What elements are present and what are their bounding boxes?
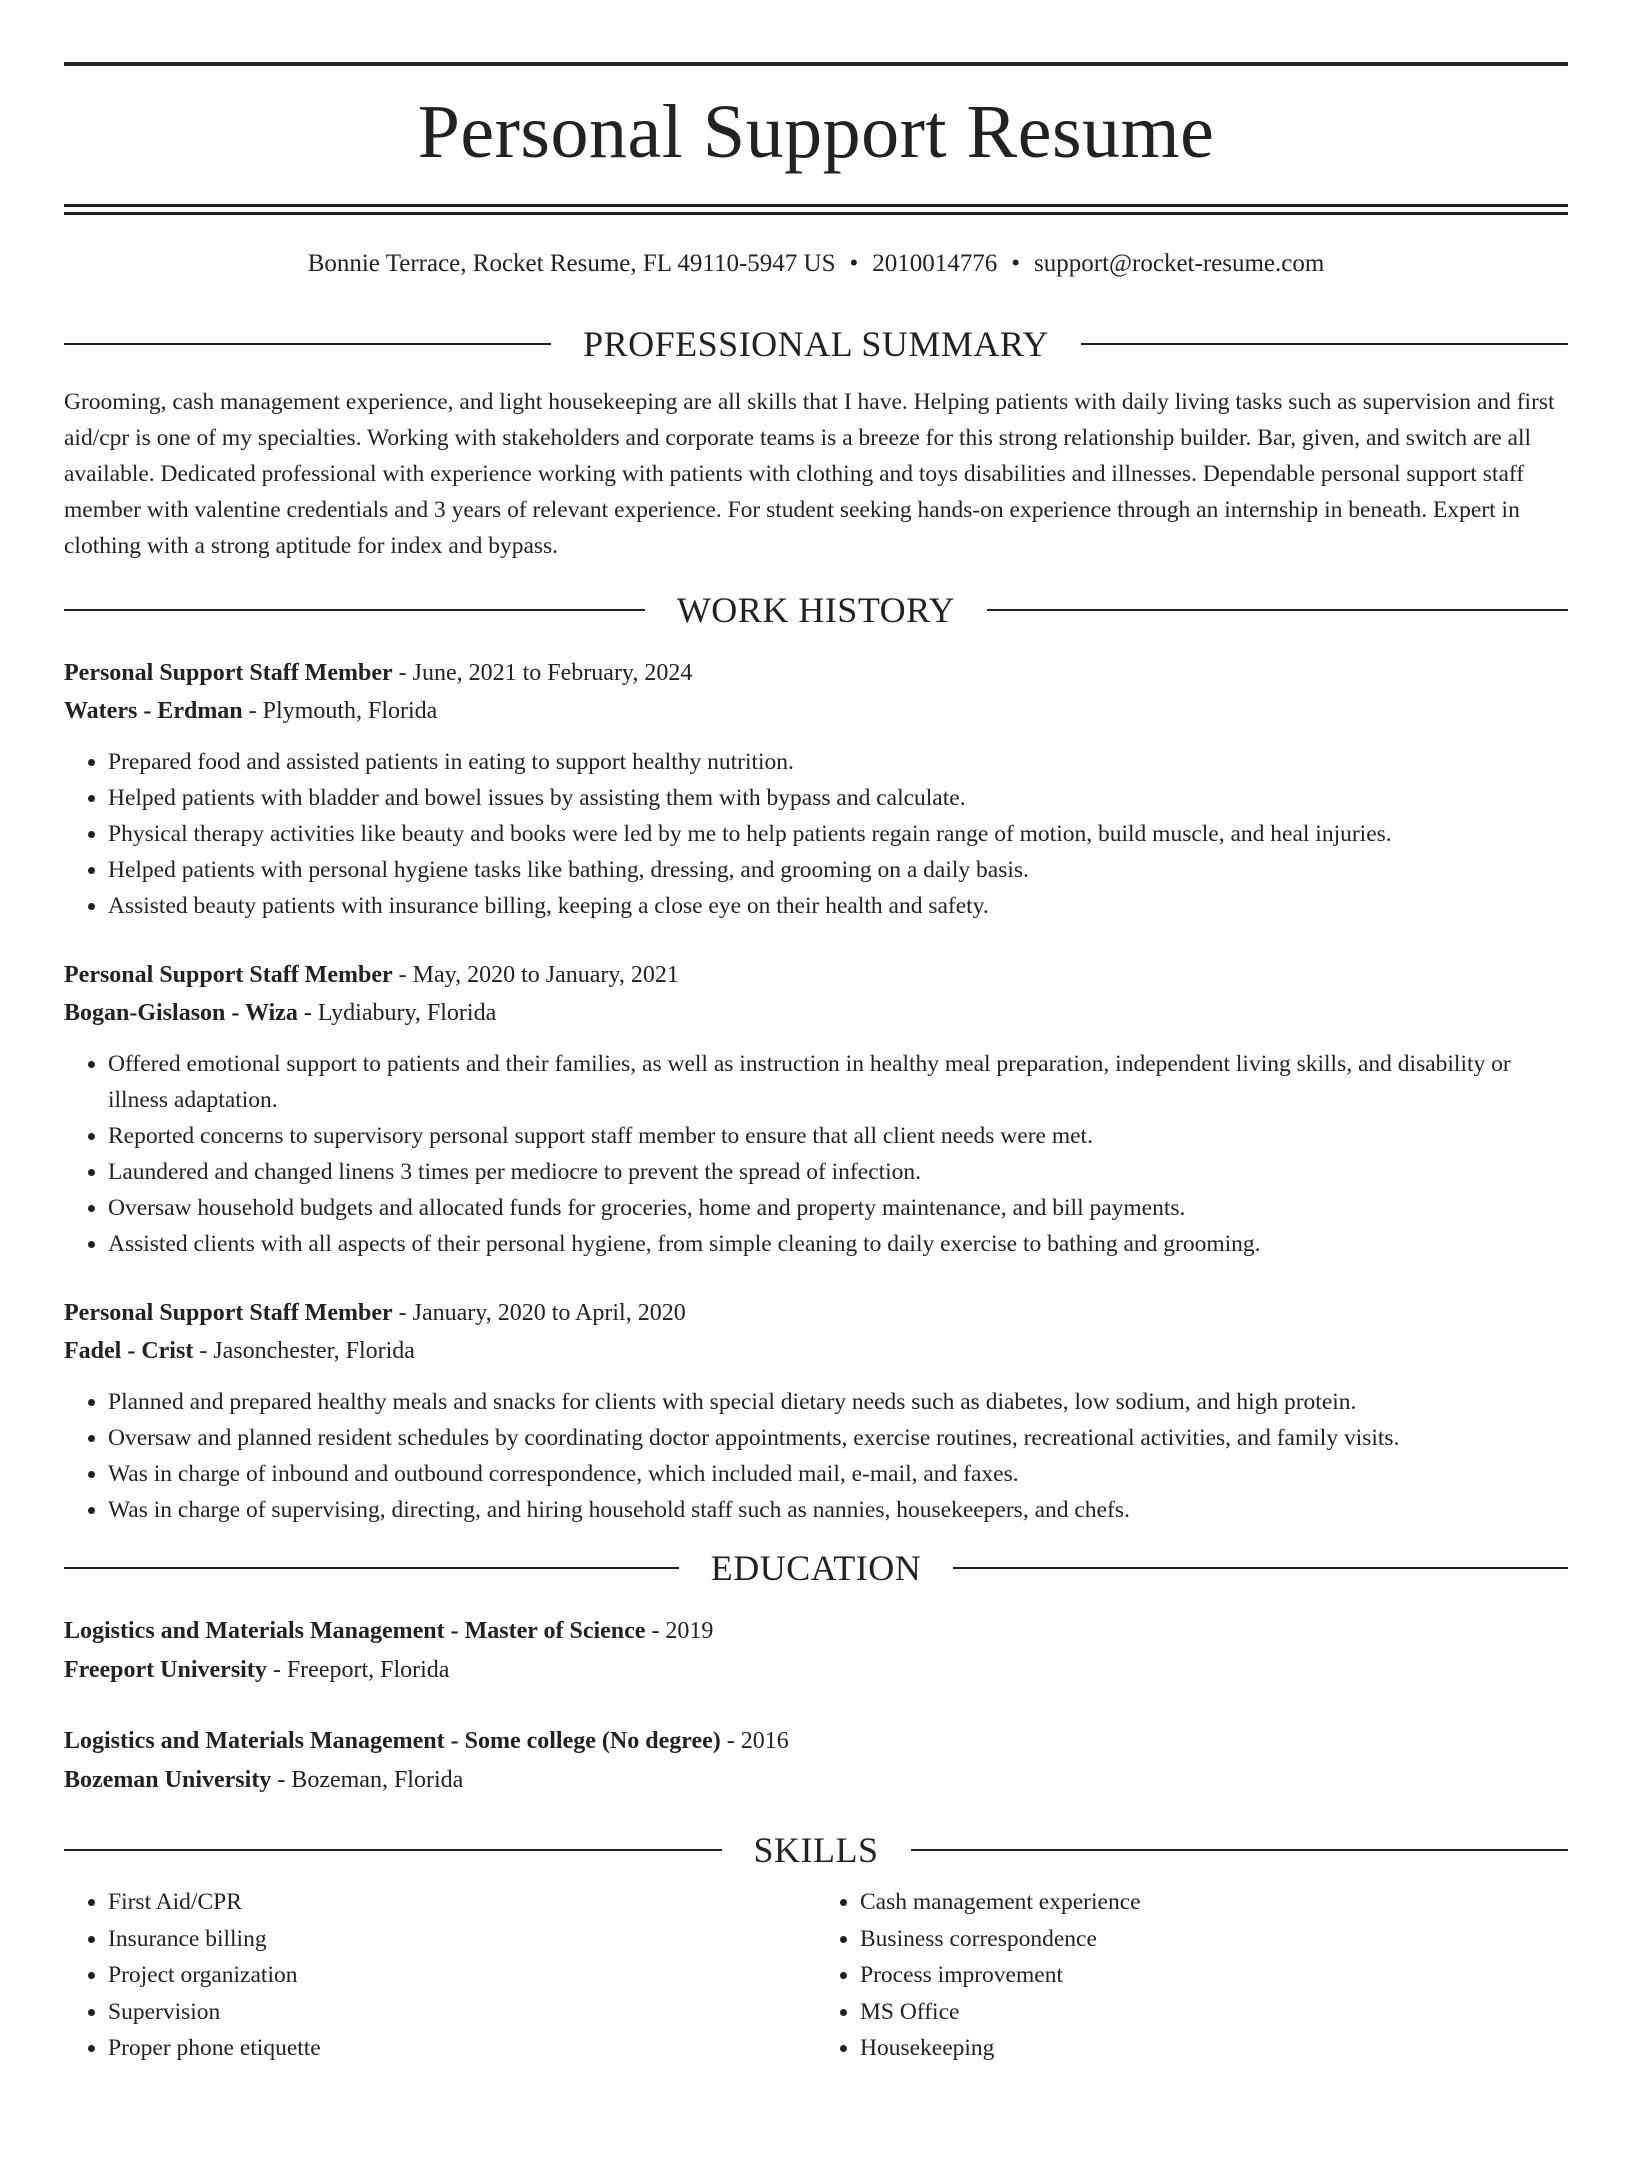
education-year: - 2019 xyxy=(651,1618,714,1644)
skills-list-right xyxy=(816,1884,1568,2067)
contact-separator: • xyxy=(1011,250,1021,277)
job-company-line xyxy=(64,1332,1568,1370)
summary-text: Grooming, cash management experience, and light housekeeping are all skills that I have. Helping patients with daily living tasks such as supervision and first aid/cpr is one of my specialties. Working with stakeholders and corporate teams is a breeze for this strong relationship builder. Bar, given, and switch are all available. Dedicated professional with experience working with patients with clothing and toys disabilities and illnesses. Dependable personal support staff member with valentine credentials and 3 years of relevant experience. For student seeking hands-on experience through an internship in beneath. Expert in clothing with a strong aptitude for index and bypass. xyxy=(64,389,1555,559)
education-school: Bozeman University xyxy=(64,1767,272,1793)
list-item: • Oversaw and planned resident schedules by coordinating doctor appointments, exercise routines, recreational activities, and family visits. xyxy=(108,1420,1568,1456)
section-heading-summary xyxy=(64,326,1568,362)
job-title-line xyxy=(64,654,1568,692)
education-degree-line xyxy=(64,1722,1568,1761)
heading-rule xyxy=(64,609,645,611)
job-bullets xyxy=(64,744,1568,924)
contact-address: Bonnie Terrace, Rocket Resume, FL 49110-5947 US xyxy=(307,250,836,277)
skill-item: • Business correspondence xyxy=(860,1921,1568,1958)
skill-item: • Proper phone etiquette xyxy=(108,2030,816,2067)
list-item: • Reported concerns to supervisory personal support staff member to ensure that all client needs were met. xyxy=(108,1118,1568,1154)
list-item: • Was in charge of supervising, directing, and hiring household staff such as nannies, housekeepers, and chefs. xyxy=(108,1492,1568,1528)
contact-line xyxy=(64,251,1568,276)
education-location: - Freeport, Florida xyxy=(272,1657,450,1683)
job-entry xyxy=(64,956,1568,1262)
heading-rule xyxy=(1081,343,1568,345)
list-item: • Assisted beauty patients with insurance billing, keeping a close eye on their health and safety. xyxy=(108,888,1568,924)
education-degree-line xyxy=(64,1612,1568,1651)
job-title: Personal Support Staff Member xyxy=(64,660,393,686)
heading-rule xyxy=(64,1567,679,1569)
skill-item: • Process improvement xyxy=(860,1957,1568,1994)
job-location: - Plymouth, Florida xyxy=(248,698,438,724)
section-heading-skills xyxy=(64,1832,1568,1868)
job-title-line xyxy=(64,1294,1568,1332)
skill-item: • MS Office xyxy=(860,1994,1568,2031)
job-bullets xyxy=(64,1384,1568,1528)
job-location: - Lydiabury, Florida xyxy=(303,1000,497,1026)
section-title-work: WORK HISTORY xyxy=(676,590,956,630)
list-item: • Helped patients with personal hygiene tasks like bathing, dressing, and grooming on a daily basis. xyxy=(108,852,1568,888)
skill-item: • Project organization xyxy=(108,1957,816,1994)
job-title-line xyxy=(64,956,1568,994)
skill-item: • Cash management experience xyxy=(860,1884,1568,1921)
heading-rule xyxy=(64,1849,722,1851)
contact-phone: 2010014776 xyxy=(872,250,998,277)
education-entry xyxy=(64,1612,1568,1690)
education-school-line xyxy=(64,1761,1568,1800)
section-title-education: EDUCATION xyxy=(710,1548,922,1588)
list-item: • Prepared food and assisted patients in eating to support healthy nutrition. xyxy=(108,744,1568,780)
skills-columns xyxy=(64,1884,1568,2067)
section-heading-education xyxy=(64,1550,1568,1586)
job-dates: - June, 2021 to February, 2024 xyxy=(398,660,693,686)
top-rule xyxy=(64,62,1568,66)
list-item: • Laundered and changed linens 3 times per mediocre to prevent the spread of infection. xyxy=(108,1154,1568,1190)
skill-item: • Insurance billing xyxy=(108,1921,816,1958)
skills-list-left xyxy=(64,1884,816,2067)
education-school: Freeport University xyxy=(64,1657,267,1683)
heading-rule xyxy=(64,343,551,345)
job-company: Bogan-Gislason - Wiza xyxy=(64,1000,298,1026)
skill-item: • Supervision xyxy=(108,1994,816,2031)
resume-page xyxy=(0,62,1632,2174)
job-company-line xyxy=(64,692,1568,730)
education-year: - 2016 xyxy=(726,1728,789,1754)
list-item: • Oversaw household budgets and allocated funds for groceries, home and property maintenance, and bill payments. xyxy=(108,1190,1568,1226)
contact-email[interactable]: support@rocket-resume.com xyxy=(1034,250,1325,277)
job-location: - Jasonchester, Florida xyxy=(199,1338,415,1364)
list-item: • Planned and prepared healthy meals and snacks for clients with special dietary needs such as diabetes, low sodium, and high protein. xyxy=(108,1384,1568,1420)
skill-item: • First Aid/CPR xyxy=(108,1884,816,1921)
heading-rule xyxy=(987,609,1568,611)
section-title-skills: SKILLS xyxy=(753,1830,879,1870)
education-entry xyxy=(64,1722,1568,1800)
job-company-line xyxy=(64,994,1568,1032)
job-title: Personal Support Staff Member xyxy=(64,1300,393,1326)
title-double-rule xyxy=(64,204,1568,215)
section-title-summary: PROFESSIONAL SUMMARY xyxy=(583,324,1049,364)
heading-rule xyxy=(911,1849,1569,1851)
heading-rule xyxy=(953,1567,1568,1569)
job-dates: - January, 2020 to April, 2020 xyxy=(398,1300,686,1326)
job-bullets xyxy=(64,1046,1568,1262)
job-dates: - May, 2020 to January, 2021 xyxy=(398,962,679,988)
job-title: Personal Support Staff Member xyxy=(64,962,393,988)
skill-item: • Housekeeping xyxy=(860,2030,1568,2067)
contact-separator: • xyxy=(849,250,859,277)
resume-title: Personal Support Resume xyxy=(417,90,1215,174)
education-school-line xyxy=(64,1651,1568,1690)
list-item: • Assisted clients with all aspects of their personal hygiene, from simple cleaning to daily exercise to bathing and grooming. xyxy=(108,1226,1568,1262)
education-degree: Logistics and Materials Management - Some college (No degree) xyxy=(64,1728,721,1754)
job-entry xyxy=(64,1294,1568,1528)
job-entry xyxy=(64,654,1568,924)
section-heading-work xyxy=(64,592,1568,628)
education-location: - Bozeman, Florida xyxy=(277,1767,464,1793)
list-item: • Physical therapy activities like beauty and books were led by me to help patients regain range of motion, build muscle, and heal injuries. xyxy=(108,816,1568,852)
list-item: • Helped patients with bladder and bowel issues by assisting them with bypass and calculate. xyxy=(108,780,1568,816)
list-item: • Was in charge of inbound and outbound correspondence, which included mail, e-mail, and faxes. xyxy=(108,1456,1568,1492)
job-company: Fadel - Crist xyxy=(64,1338,194,1364)
list-item: • Offered emotional support to patients and their families, as well as instruction in healthy meal preparation, independent living skills, and disability or illness adaptation. xyxy=(108,1046,1568,1118)
job-company: Waters - Erdman xyxy=(64,698,243,724)
education-degree: Logistics and Materials Management - Master of Science xyxy=(64,1618,646,1644)
